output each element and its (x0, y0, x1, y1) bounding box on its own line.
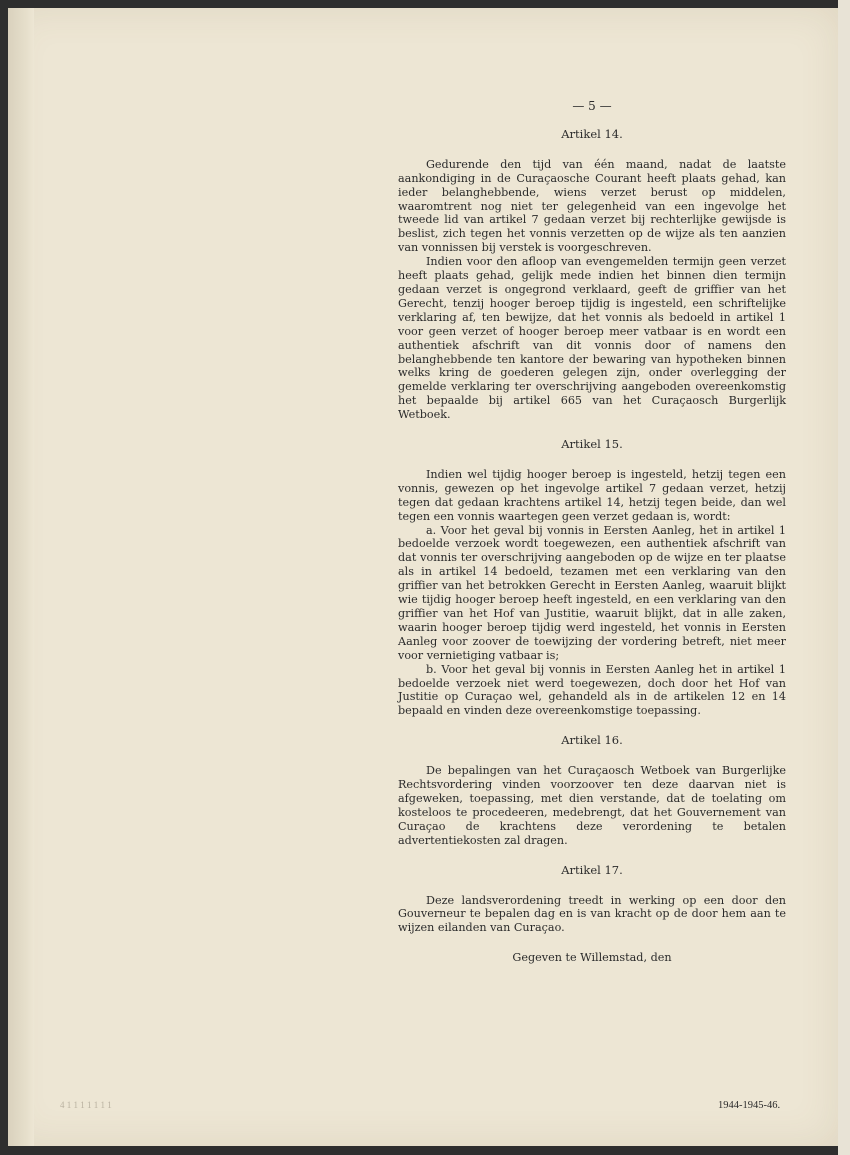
article-item-b: b. Voor het geval bij vonnis in Eersten Aanleg het in artikel 1 bedoelde verzoek niet werd toegewezen, doch door het Hof van Justitie op Curaçao wel, gehandeld als in de artikelen 12 en 14 bepaald en vinden deze overeenkomstige toepassing. (398, 662, 786, 718)
artikel-17 (398, 864, 786, 936)
article-heading: Artikel 16. (561, 733, 623, 748)
article-paragraph: Deze landsverordening treedt in werking op een door den Gouverneur te bepalen dag en is van kracht op de door hem aan te wijzen eilanden van Curaçao. (398, 893, 786, 935)
footer-code-left: 4 1 1 1 1 1 1 1 (60, 1100, 112, 1110)
article-item-a: a. Voor het geval bij vonnis in Eersten Aanleg, het in artikel 1 bedoelde verzoek wordt toegewezen, een authentiek afschrift van dat vonnis ter overschrijving aangeboden op de wijze en ter plaatse als in artikel 14 bedoeld, tezamen met een verklaring van den griffier van het betrokken Gerecht in Eersten Aanleg, waaruit blijkt wie tijdig hooger beroep heeft ingesteld, en een verklaring van den griffier van het Hof van Justitie, waaruit blijkt, dat in alle zaken, waarin hooger beroep tijdig werd ingesteld, het vonnis in Eersten Aanleg voor zoover de toewijzing der vordering betreft, niet meer voor vernietiging vatbaar is; (398, 523, 786, 662)
page-number: — 5 — (572, 99, 612, 113)
article-heading: Artikel 15. (561, 437, 623, 452)
article-paragraph: Indien wel tijdig hooger beroep is ingesteld, hetzij tegen een vonnis, gewezen op het ingevolge artikel 7 gedaan verzet, hetzij tegen dat gedaan krachtens artikel 14, hetzij tegen beide, dan wel tegen een vonnis waartegen geen verzet gedaan is, wordt: (398, 467, 786, 523)
artikel-14 (398, 128, 786, 422)
artikel-15 (398, 438, 786, 718)
article-paragraph: Indien voor den afloop van evengemelden termijn geen verzet heeft plaats gehad, gelijk mede indien het binnen dien termijn gedaan verzet is ongegrond verklaard, geeft de griffier van het Gerecht, tenzij hooger beroep tijdig is ingesteld, een schriftelijke verklaring af, ten bewijze, dat het vonnis als bedoeld in artikel 1 voor geen verzet of hooger beroep meer vatbaar is en wordt een authentiek afschrift van dit vonnis door of namens den belanghebbende ten kantore der bewaring van hypotheken binnen welks kring de goederen gelegen zijn, onder overlegging der gemelde verklaring ter overschrijving aangeboden overeenkomstig het bepaalde bij artikel 665 van het Curaçaosch Burgerlijk Wetboek. (398, 255, 786, 422)
text-column (398, 100, 786, 965)
article-paragraph: De bepalingen van het Curaçaosch Wetboek van Burgerlijke Rechtsvordering vinden voorzoover ten deze daarvan niet is afgeweken, toepassing, met dien verstande, dat de toelating om kosteloos te procedeeren, medebrengt, dat het Gouvernement van Curaçao de krachtens deze verordening te betalen advertentiekosten zal dragen. (398, 764, 786, 847)
page-right-margin (838, 0, 850, 1155)
footer-code-right: 1944-1945-46. (718, 1100, 781, 1111)
article-heading: Artikel 17. (561, 862, 623, 877)
artikel-16 (398, 734, 786, 847)
article-paragraph: Gedurende den tijd van één maand, nadat de laatste aankondiging in de Curaçaosche Courant heeft plaats gehad, kan ieder belanghebbende, wiens verzet berust op middelen, waaromtrent nog niet ter gelegenheid van een ingevolge het tweede lid van artikel 7 gedaan verzet bij rechterlijke gewijsde is beslist, zich tegen het vonnis verzetten op de wijze als ten aanzien van vonnissen bij verstek is voorgeschreven. (398, 157, 786, 255)
closing-line: Gegeven te Willemstad, den (512, 951, 672, 965)
article-heading: Artikel 14. (561, 126, 623, 141)
page-binding-edge (8, 8, 34, 1146)
